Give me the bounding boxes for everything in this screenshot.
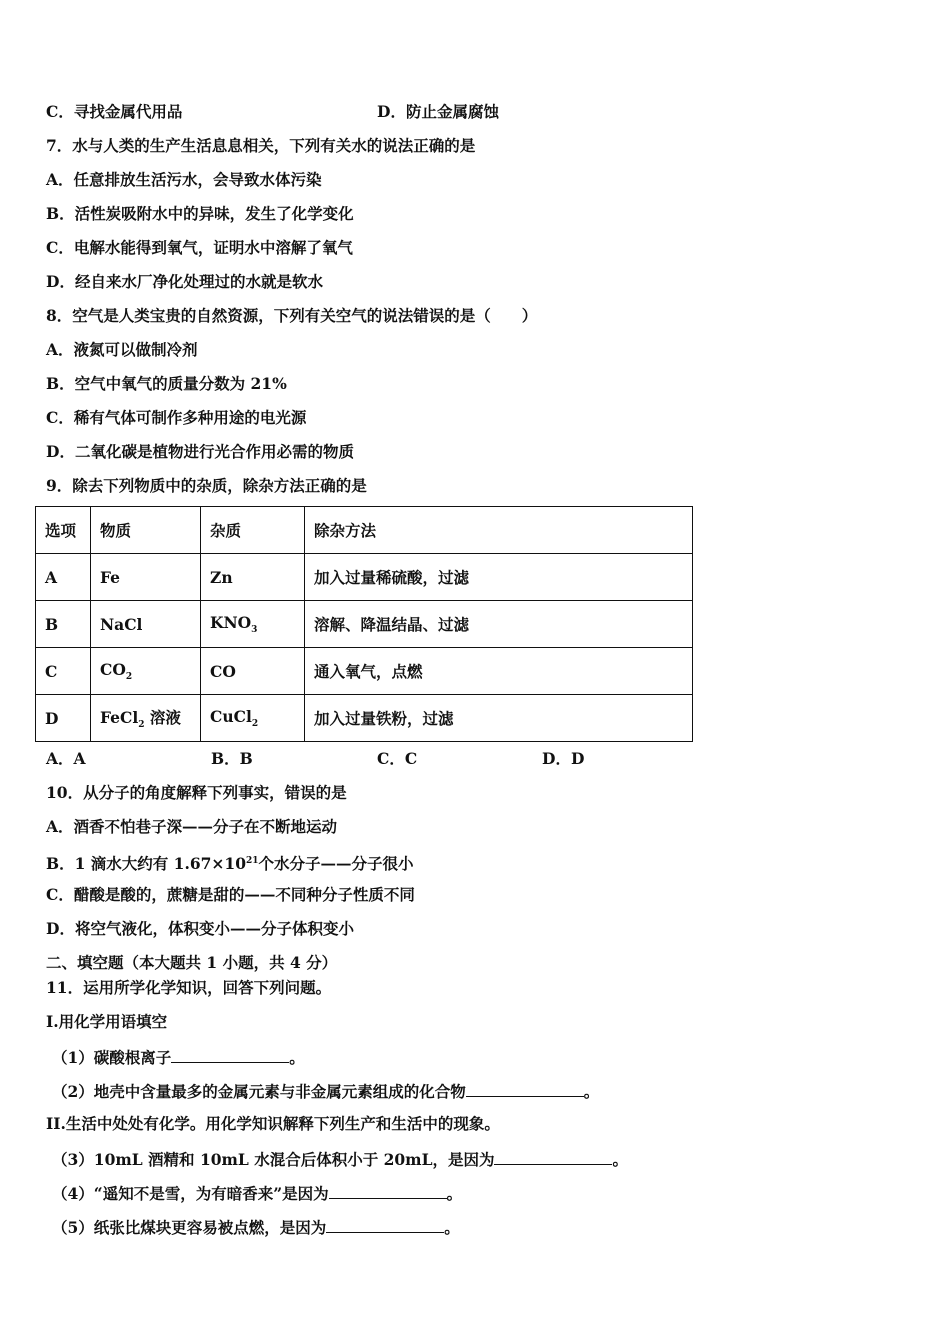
row-option: D [36,695,91,742]
q8-option-d: D．二氧化碳是植物进行光合作用必需的物质 [46,442,354,461]
q9-answer-c: C．C [377,749,418,768]
q6-option-d: D．防止金属腐蚀 [377,102,499,121]
q8-option-b: B．空气中氧气的质量分数为 21% [46,374,287,393]
q11-item4: （4）“遥知不是雪，为有暗香来”是因为 。 [52,1184,463,1203]
q9-answer-a: A．A [46,749,86,768]
row-method: 加入过量稀硫酸，过滤 [305,554,693,601]
q9-answer-d: D．D [542,749,585,768]
table-row [36,554,693,601]
table-header-cell: 选项 [36,507,91,554]
row-method: 通入氧气，点燃 [305,648,693,695]
q7-stem: 7．水与人类的生产生活息息相关，下列有关水的说法正确的是 [46,136,476,155]
q11-item3: （3）10mL 酒精和 10mL 水混合后体积小于 20mL，是因为 。 [52,1150,628,1169]
table-header-cell: 物质 [91,507,201,554]
row-impurity: Zn [201,554,305,601]
q7-option-c: C．电解水能得到氧气，证明水中溶解了氧气 [46,238,353,257]
q8-option-c: C．稀有气体可制作多种用途的电光源 [46,408,307,427]
q10-stem: 10．从分子的角度解释下列事实，错误的是 [46,783,347,802]
q9-table [35,506,693,742]
q7-option-a: A．任意排放生活污水，会导致水体污染 [46,170,322,189]
table-row [36,648,693,695]
row-option: C [36,648,91,695]
row-impurity: CO [201,648,305,695]
answer-blank[interactable] [329,1182,447,1199]
q7-option-d: D．经自来水厂净化处理过的水就是软水 [46,272,323,291]
table-row [36,601,693,648]
answer-blank[interactable] [466,1080,584,1097]
q10-option-c: C．醋酸是酸的，蔗糖是甜的——不同种分子性质不同 [46,885,415,904]
table-header-row [36,507,693,554]
q11-item2: （2）地壳中含量最多的金属元素与非金属元素组成的化合物 。 [52,1082,600,1101]
q7-option-b: B．活性炭吸附水中的异味，发生了化学变化 [46,204,354,223]
q10-option-d: D．将空气液化，体积变小——分子体积变小 [46,919,354,938]
row-option: A [36,554,91,601]
q10-option-b: B．1 滴水大约有 $1.67\times 10^{21}$个水分子——分子很小 [46,854,414,874]
q9-stem: 9．除去下列物质中的杂质，除杂方法正确的是 [46,476,367,495]
q8-stem: 8．空气是人类宝贵的自然资源，下列有关空气的说法错误的是（ ） [46,306,538,325]
table-header-cell: 除杂方法 [305,507,693,554]
answer-blank[interactable] [171,1046,289,1063]
answer-blank[interactable] [326,1216,444,1233]
q10-option-a: A．酒香不怕巷子深——分子在不断地运动 [46,817,338,836]
row-method: 加入过量铁粉，过滤 [305,695,693,742]
section-heading: 二、填空题（本大题共 1 小题，共 4 分） [46,953,338,972]
q11-item1: （1）碳酸根离子 。 [52,1048,305,1067]
q11-item5: （5）纸张比煤块更容易被点燃，是因为 。 [52,1218,460,1237]
row-impurity: $KNO_3$ [201,601,305,648]
q9-answer-b: B．B [211,749,253,768]
table-header-cell: 杂质 [201,507,305,554]
row-substance: Fe [91,554,201,601]
q11-part1-heading: I.用化学用语填空 [46,1012,168,1031]
row-method: 溶解、降温结晶、过滤 [305,601,693,648]
row-impurity: CuCl$_2$ [201,695,305,742]
table-row [36,695,693,742]
answer-blank[interactable] [494,1148,612,1165]
q6-option-c: C．寻找金属代用品 [46,102,183,121]
q11-stem: 11．运用所学化学知识，回答下列问题。 [46,978,332,997]
row-substance: NaCl [91,601,201,648]
q11-part2-heading: II.生活中处处有化学。用化学知识解释下列生产和生活中的现象。 [46,1114,500,1133]
q8-option-a: A．液氮可以做制冷剂 [46,340,198,359]
row-substance: FeCl$_2$ 溶液 [91,695,201,742]
row-substance: $CO_2$ [91,648,201,695]
row-option: B [36,601,91,648]
